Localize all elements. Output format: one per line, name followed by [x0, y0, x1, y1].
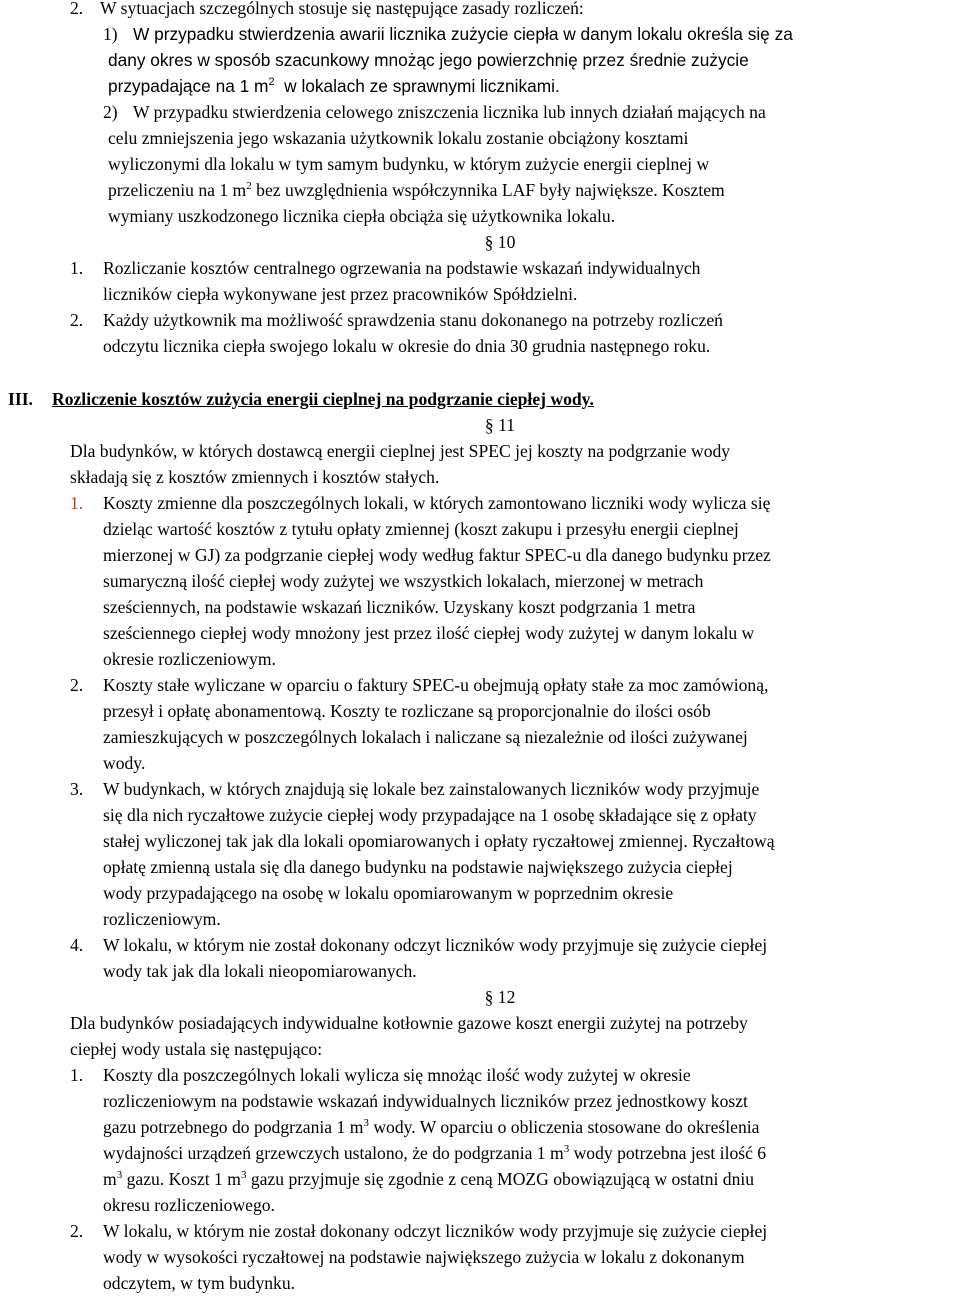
- text-line: Rozliczanie kosztów centralnego ogrzewania na podstawie wskazań indywidualnych: [103, 258, 701, 278]
- section-intro: [70, 1010, 940, 1062]
- text-line: wydajności urządzeń grzewczych ustalono, że do podgrzania 1 $m^3$ wody potrzebna jest ilość 6: [103, 1143, 767, 1163]
- text-line: okresie rozliczeniowym.: [103, 649, 276, 669]
- point-number: 3.: [70, 779, 84, 799]
- text-line: rozliczeniowym.: [103, 909, 221, 929]
- text-line: celu zmniejszenia jego wskazania użytkownik lokalu zostanie obciążony kosztami: [108, 128, 689, 148]
- point-number: 1.: [70, 1065, 84, 1085]
- text-line: wody tak jak dla lokali nieopomiarowanych.: [103, 961, 417, 981]
- text-line: odczytu licznika ciepła swojego lokalu w okresie do dnia 30 grudnia następnego roku.: [103, 336, 711, 356]
- text-line: dany okres w sposób szacunkowy mnożąc jego powierzchnię przez średnie zużycie: [108, 50, 749, 70]
- text-line: wyliczonymi dla lokalu w tym samym budynku, w którym zużycie energii cieplnej w: [108, 154, 710, 174]
- point-number: 1.: [70, 493, 84, 513]
- text-line: Koszty zmienne dla poszczególnych lokali, w których zamontowano liczniki wody wylicza się: [103, 493, 771, 513]
- section-label: § 11: [484, 415, 516, 435]
- text-line: Dla budynków, w których dostawcą energii cieplnej jest SPEC jej koszty na podgrzanie wody: [70, 441, 731, 461]
- text-line: składają się z kosztów zmiennych i kosztów stałych.: [70, 467, 440, 487]
- point-number: 2.: [70, 310, 84, 330]
- text-line: stałej wyliczonej tak jak dla lokali opomiarowanych i opłaty ryczałtowej zmiennej. Ryczałtową: [103, 831, 775, 851]
- point-text: [103, 672, 958, 776]
- text-line: gazu potrzebnego do podgrzania 1 $m^3$ wody. W oparciu o obliczenia stosowane do określenia: [103, 1117, 760, 1137]
- text-line: przeliczeniu na 1 $m^2$ bez uwzględnienia współczynnika LAF były największe. Kosztem: [108, 180, 725, 200]
- point-number: 2.: [70, 675, 84, 695]
- text-line: sześciennego ciepłej wody mnożony jest przez ilość ciepłej wody zużytej w danym lokalu w: [103, 623, 755, 643]
- text-line: dzieląc wartość kosztów z tytułu opłaty zmiennej (koszt zakupu i przesyłu energii cieplnej: [103, 519, 739, 539]
- text-line: W lokalu, w którym nie został dokonany odczyt liczników wody przyjmuje się zużycie ciepłej: [103, 1221, 768, 1241]
- text-line: odczytem, w tym budynku.: [103, 1273, 296, 1293]
- text-line: ciepłej wody ustala się następująco:: [70, 1039, 323, 1059]
- sub-item-text: [108, 21, 923, 99]
- point-text: [103, 932, 958, 984]
- section-label: § 10: [484, 232, 516, 252]
- text-line: przesył i opłatę abonamentową. Koszty te rozliczane są proporcjonalnie do ilości osób: [103, 701, 711, 721]
- text-line: $m^3$ gazu. Koszt 1 $m^3$ gazu przyjmuje się zgodnie z ceną MOZG obowiązującą w ostatni dniu: [103, 1169, 755, 1189]
- point-number: 2.: [70, 1221, 84, 1241]
- text-line: W przypadku stwierdzenia awarii licznika zużycie ciepła w danym lokalu określa się za: [133, 24, 793, 44]
- part-numeral: III.: [8, 389, 33, 409]
- text-line: Koszty dla poszczególnych lokali wylicza się mnożąc ilość wody zużytej w okresie: [103, 1065, 691, 1085]
- text-line: sumaryczną ilość ciepłej wody zużytej we wszystkich lokalach, mierzonej w metrach: [103, 571, 704, 591]
- point-number: 1.: [70, 258, 84, 278]
- text-line: sześciennych, na podstawie wskazań liczników. Uzyskany koszt podgrzania 1 metra: [103, 597, 696, 617]
- point-text: [103, 490, 958, 672]
- text-line: Koszty stałe wyliczane w oparciu o faktury SPEC-u obejmują opłaty stałe za moc zamówioną,: [103, 675, 769, 695]
- text-line: wody.: [103, 753, 146, 773]
- text-line: Każdy użytkownik ma możliwość sprawdzenia stanu dokonanego na potrzeby rozliczeń: [103, 310, 723, 330]
- text-line: wymiany uszkodzonego licznika ciepła obciąża się użytkownika lokalu.: [108, 206, 616, 226]
- point-text: [103, 307, 933, 359]
- text-line: wody w wysokości ryczałtowej na podstawie największego zużycia w lokalu z dokonanym: [103, 1247, 745, 1267]
- text-line: W budynkach, w których znajdują się lokale bez zainstalowanych liczników wody przyjmuje: [103, 779, 760, 799]
- point-text: [103, 1062, 958, 1218]
- section-label: § 12: [484, 987, 516, 1007]
- point-number: 4.: [70, 935, 84, 955]
- text-line: się dla nich ryczałtowe zużycie ciepłej wody przypadające na 1 osobę składające się z opłaty: [103, 805, 757, 825]
- point-text: [103, 1218, 958, 1296]
- text-line: wody przypadającego na osobę w lokalu opomiarowanym w poprzednim okresie: [103, 883, 674, 903]
- point-text: [103, 776, 958, 932]
- point-number: 2.: [70, 0, 84, 18]
- text-line: Dla budynków posiadających indywidualne kotłownie gazowe koszt energii zużytej na potrzeby: [70, 1013, 748, 1033]
- text-line: rozliczeniowym na podstawie wskazań indywidualnych liczników przez jednostkowy koszt: [103, 1091, 748, 1111]
- section-intro: [70, 438, 930, 490]
- sub-item-number: 1): [103, 24, 118, 44]
- text-line: opłatę zmienną ustala się dla danego budynku na podstawie największego zużycia ciepłej: [103, 857, 733, 877]
- text-line: mierzonej w GJ) za podgrzanie ciepłej wody według faktur SPEC-u dla danego budynku przez: [103, 545, 771, 565]
- text-line: okresu rozliczeniowego.: [103, 1195, 275, 1215]
- text-line: W przypadku stwierdzenia celowego zniszczenia licznika lub innych działań mających na: [133, 102, 766, 122]
- part-title: Rozliczenie kosztów zużycia energii cieplnej na podgrzanie ciepłej wody.: [52, 389, 594, 409]
- sub-item-text: [108, 99, 933, 229]
- text-line: liczników ciepła wykonywane jest przez pracowników Spółdzielni.: [103, 284, 578, 304]
- text-line: przypadające na 1 $m^2$ w lokalach ze sprawnymi licznikami.: [108, 76, 560, 96]
- sub-item-number: 2): [103, 102, 118, 122]
- point-intro: W sytuacjach szczególnych stosuje się następujące zasady rozliczeń:: [100, 0, 584, 18]
- point-text: [103, 255, 903, 307]
- text-line: zamieszkujących w poszczególnych lokalach i naliczane są niezależnie od ilości zużywanej: [103, 727, 748, 747]
- text-line: W lokalu, w którym nie został dokonany odczyt liczników wody przyjmuje się zużycie ciepłej: [103, 935, 768, 955]
